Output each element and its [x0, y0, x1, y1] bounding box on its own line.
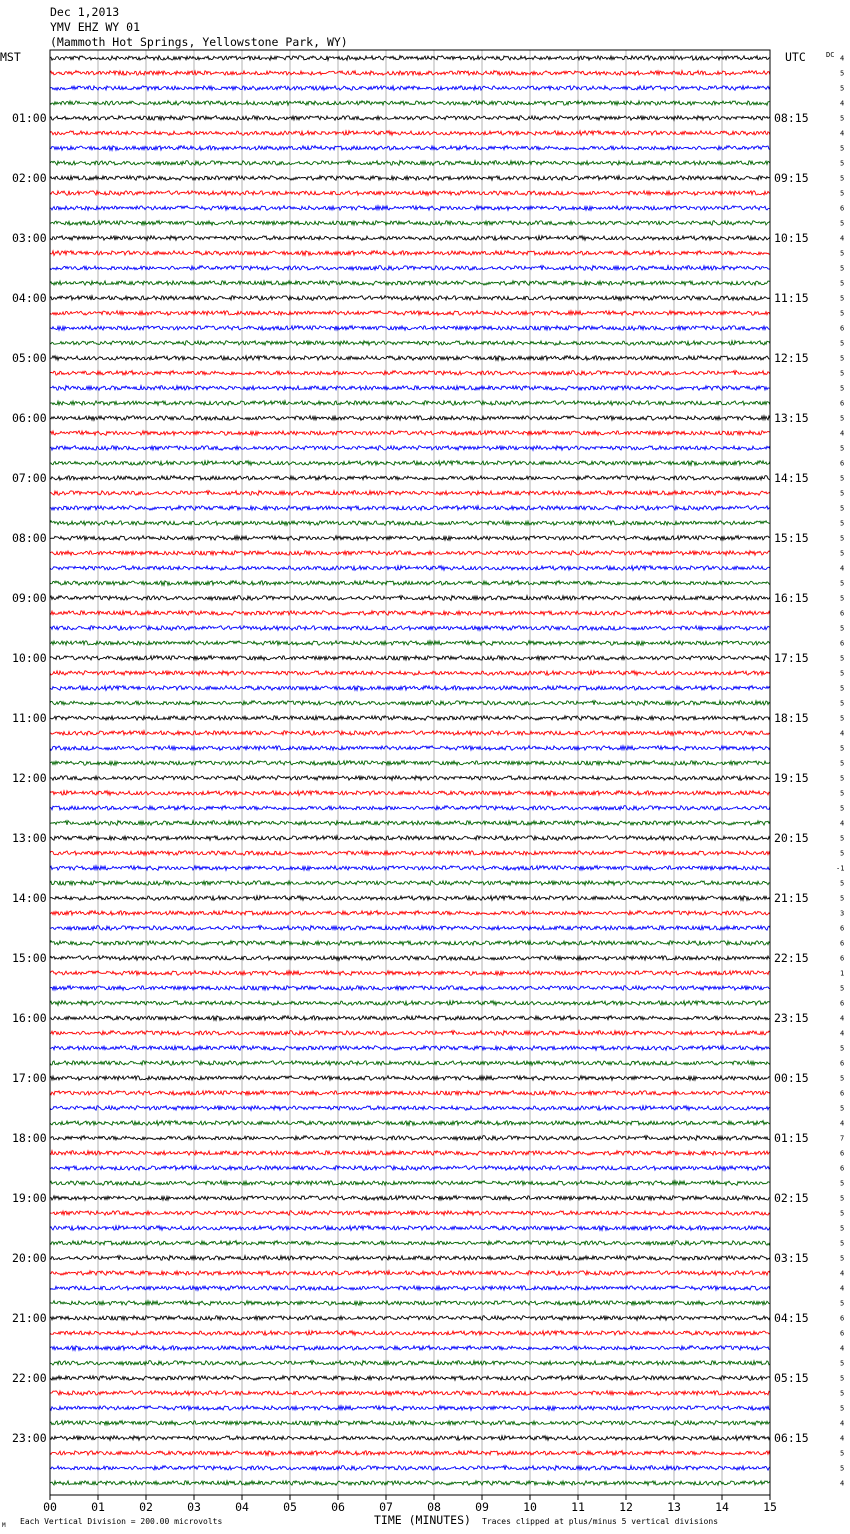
trace-row	[50, 311, 770, 316]
trace-row	[50, 551, 770, 556]
dc-offset-label: 5	[840, 369, 845, 378]
dc-offset-label: 6	[840, 1089, 845, 1098]
dc-offset-label: 5	[840, 759, 845, 768]
dc-offset-label: 5	[840, 1074, 845, 1083]
left-hour-label: 04:00	[12, 291, 47, 305]
trace-row	[50, 1016, 770, 1021]
left-hour-label: 22:00	[12, 1371, 47, 1385]
dc-offset-label: 5	[840, 339, 845, 348]
left-hour-label: 19:00	[12, 1191, 47, 1205]
left-hour-label: 11:00	[12, 711, 47, 725]
dc-offset-labels	[836, 55, 844, 1488]
right-hour-label: 10:15	[774, 231, 809, 245]
left-hour-label: 13:00	[12, 831, 47, 845]
right-hour-label: 02:15	[774, 1191, 809, 1205]
trace-row	[50, 71, 770, 76]
trace-row	[50, 1436, 770, 1441]
trace-row	[50, 446, 770, 451]
left-hour-label: 10:00	[12, 651, 47, 665]
left-hour-label: 14:00	[12, 891, 47, 905]
left-hour-label: 06:00	[12, 411, 47, 425]
trace-row	[50, 851, 770, 856]
dc-offset-label: 6	[840, 1149, 845, 1158]
dc-offset-label: 5	[840, 174, 845, 183]
trace-row	[50, 1211, 770, 1216]
left-hour-label: 18:00	[12, 1131, 47, 1145]
trace-row	[50, 131, 770, 136]
dc-offset-label: 5	[840, 264, 845, 273]
trace-row	[50, 431, 770, 436]
trace-row	[50, 1106, 770, 1111]
dc-offset-label: 6	[840, 924, 845, 933]
x-tick-label: 04	[235, 1500, 249, 1514]
dc-offset-label: 5	[840, 1104, 845, 1113]
dc-offset-label: 5	[840, 804, 845, 813]
dc-offset-label: 5	[840, 414, 845, 423]
dc-offset-label: 4	[840, 1344, 845, 1353]
right-hour-label: 16:15	[774, 591, 809, 605]
trace-row	[50, 1391, 770, 1396]
dc-offset-label: 4	[840, 1119, 845, 1128]
trace-row	[50, 1376, 770, 1381]
trace-row	[50, 1046, 770, 1051]
header-location: (Mammoth Hot Springs, Yellowstone Park, WY)	[50, 35, 348, 49]
dc-offset-label: 5	[840, 384, 845, 393]
left-hour-label: 07:00	[12, 471, 47, 485]
x-tick-label: 08	[427, 1500, 441, 1514]
x-tick-label: 02	[139, 1500, 153, 1514]
right-hour-label: 22:15	[774, 951, 809, 965]
trace-row	[50, 1166, 770, 1171]
trace-row	[50, 716, 770, 721]
right-hour-label: 00:15	[774, 1071, 809, 1085]
trace-row	[50, 866, 770, 871]
dc-offset-label: 4	[840, 1434, 845, 1443]
dc-offset-label: 5	[840, 1224, 845, 1233]
dc-offset-label: 5	[840, 1404, 845, 1413]
trace-row	[50, 1061, 770, 1066]
trace-row	[50, 1181, 770, 1186]
right-hour-label: 12:15	[774, 351, 809, 365]
trace-row	[50, 326, 770, 331]
trace-row	[50, 656, 770, 661]
dc-offset-label: 5	[840, 774, 845, 783]
dc-offset-label: 5	[840, 444, 845, 453]
trace-row	[50, 416, 770, 421]
trace-row	[50, 911, 770, 916]
dc-offset-label: 4	[840, 234, 845, 243]
right-hour-label: 15:15	[774, 531, 809, 545]
x-tick-label: 09	[475, 1500, 489, 1514]
trace-row	[50, 1001, 770, 1006]
trace-row	[50, 956, 770, 961]
dc-offset-label: 5	[840, 699, 845, 708]
dc-offset-label: 5	[840, 1374, 845, 1383]
dc-label: DC	[826, 51, 835, 59]
dc-offset-label: 5	[840, 279, 845, 288]
trace-row	[50, 761, 770, 766]
dc-offset-label: 5	[840, 549, 845, 558]
dc-offset-label: 5	[840, 1359, 845, 1368]
right-hour-label: 18:15	[774, 711, 809, 725]
dc-offset-label: 5	[840, 144, 845, 153]
left-hour-label: 12:00	[12, 771, 47, 785]
trace-row	[50, 116, 770, 121]
dc-offset-label: 4	[840, 429, 845, 438]
dc-offset-label: 5	[840, 594, 845, 603]
trace-row	[50, 986, 770, 991]
dc-offset-label: 4	[840, 1419, 845, 1428]
dc-offset-label: 6	[840, 639, 845, 648]
dc-offset-label: 4	[840, 564, 845, 573]
trace-row	[50, 491, 770, 496]
x-tick-label: 10	[523, 1500, 537, 1514]
dc-offset-label: 5	[840, 1239, 845, 1248]
x-tick-label: 13	[667, 1500, 681, 1514]
x-tick-label: 12	[619, 1500, 633, 1514]
corner-mark: M	[2, 1522, 6, 1529]
trace-row	[50, 386, 770, 391]
trace-row	[50, 521, 770, 526]
dc-offset-label: -1	[836, 864, 845, 873]
trace-row	[50, 191, 770, 196]
dc-offset-label: 5	[840, 114, 845, 123]
dc-offset-label: 5	[840, 579, 845, 588]
dc-offset-label: 5	[840, 354, 845, 363]
trace-row	[50, 896, 770, 901]
trace-row	[50, 1121, 770, 1126]
dc-offset-label: 5	[840, 1194, 845, 1203]
dc-offset-label: 5	[840, 534, 845, 543]
right-axis-title: UTC	[785, 50, 806, 64]
trace-row	[50, 1076, 770, 1081]
left-hour-label: 20:00	[12, 1251, 47, 1265]
dc-offset-label: 5	[840, 1449, 845, 1458]
dc-offset-label: 5	[840, 189, 845, 198]
dc-offset-label: 4	[840, 129, 845, 138]
header-date: Dec 1,2013	[50, 5, 120, 19]
trace-row	[50, 56, 770, 61]
dc-offset-label: 4	[840, 1479, 845, 1488]
header-station: YMV EHZ WY 01	[50, 20, 141, 34]
trace-row	[50, 371, 770, 376]
x-tick-label: 15	[763, 1500, 777, 1514]
trace-row	[50, 1421, 770, 1426]
trace-row	[50, 341, 770, 346]
trace-row	[50, 776, 770, 781]
dc-offset-label: 4	[840, 1014, 845, 1023]
right-hour-label: 13:15	[774, 411, 809, 425]
dc-offset-label: 4	[840, 819, 845, 828]
right-hour-label: 19:15	[774, 771, 809, 785]
trace-row	[50, 251, 770, 256]
dc-offset-label: 5	[840, 1179, 845, 1188]
trace-row	[50, 296, 770, 301]
trace-row	[50, 356, 770, 361]
right-hour-label: 09:15	[774, 171, 809, 185]
dc-offset-label: 6	[840, 954, 845, 963]
right-hour-label: 11:15	[774, 291, 809, 305]
left-hour-label: 21:00	[12, 1311, 47, 1325]
trace-row	[50, 1316, 770, 1321]
dc-offset-label: 5	[840, 249, 845, 258]
trace-row	[50, 971, 770, 976]
x-axis	[43, 1495, 777, 1514]
left-hour-label: 15:00	[12, 951, 47, 965]
trace-row	[50, 821, 770, 826]
dc-offset-label: 5	[840, 84, 845, 93]
left-hour-label: 23:00	[12, 1431, 47, 1445]
dc-offset-label: 6	[840, 1314, 845, 1323]
dc-offset-label: 5	[840, 294, 845, 303]
trace-row	[50, 611, 770, 616]
dc-offset-label: 5	[840, 159, 845, 168]
dc-offset-label: 5	[840, 654, 845, 663]
dc-offset-label: 5	[840, 1389, 845, 1398]
trace-row	[50, 1136, 770, 1141]
dc-offset-label: 5	[840, 219, 845, 228]
trace-row	[50, 461, 770, 466]
dc-offset-label: 6	[840, 1329, 845, 1338]
trace-row	[50, 1286, 770, 1291]
left-hour-label: 08:00	[12, 531, 47, 545]
trace-row	[50, 401, 770, 406]
trace-row	[50, 1196, 770, 1201]
dc-offset-label: 4	[840, 1284, 845, 1293]
dc-offset-label: 5	[840, 714, 845, 723]
dc-offset-label: 5	[840, 624, 845, 633]
trace-row	[50, 596, 770, 601]
x-tick-label: 01	[91, 1500, 105, 1514]
dc-offset-label: 5	[840, 834, 845, 843]
traces	[50, 56, 770, 1486]
dc-offset-label: 6	[840, 1059, 845, 1068]
trace-row	[50, 686, 770, 691]
trace-row	[50, 1346, 770, 1351]
trace-row	[50, 266, 770, 271]
dc-offset-label: 5	[840, 789, 845, 798]
trace-row	[50, 1031, 770, 1036]
trace-row	[50, 1091, 770, 1096]
dc-offset-label: 6	[840, 399, 845, 408]
right-hour-label: 06:15	[774, 1431, 809, 1445]
dc-offset-label: 1	[840, 969, 845, 978]
dc-offset-label: 5	[840, 1299, 845, 1308]
x-axis-title: TIME (MINUTES)	[374, 1513, 471, 1527]
dc-offset-label: 6	[840, 939, 845, 948]
right-hour-label: 04:15	[774, 1311, 809, 1325]
trace-row	[50, 836, 770, 841]
dc-offset-label: 4	[840, 1029, 845, 1038]
trace-row	[50, 146, 770, 151]
dc-offset-label: 5	[840, 504, 845, 513]
trace-row	[50, 281, 770, 286]
right-hour-label: 14:15	[774, 471, 809, 485]
dc-offset-label: 7	[840, 1134, 845, 1143]
dc-offset-label: 5	[840, 894, 845, 903]
trace-row	[50, 476, 770, 481]
trace-row	[50, 566, 770, 571]
dc-offset-label: 5	[840, 69, 845, 78]
trace-row	[50, 101, 770, 106]
trace-row	[50, 86, 770, 91]
left-hour-label: 17:00	[12, 1071, 47, 1085]
scale-note: Each Vertical Division = 200.00 microvolts	[20, 1517, 223, 1526]
trace-row	[50, 1226, 770, 1231]
clip-note: Traces clipped at plus/minus 5 vertical divisions	[482, 1517, 719, 1526]
trace-row	[50, 926, 770, 931]
right-hour-label: 03:15	[774, 1251, 809, 1265]
trace-row	[50, 581, 770, 586]
dc-offset-label: 3	[840, 909, 845, 918]
dc-offset-label: 5	[840, 684, 845, 693]
trace-row	[50, 1256, 770, 1261]
dc-offset-label: 5	[840, 669, 845, 678]
dc-offset-label: 5	[840, 1044, 845, 1053]
right-hour-label: 20:15	[774, 831, 809, 845]
trace-row	[50, 881, 770, 886]
dc-offset-label: 5	[840, 984, 845, 993]
trace-row	[50, 746, 770, 751]
left-hour-label: 05:00	[12, 351, 47, 365]
dc-offset-label: 4	[840, 54, 845, 63]
trace-row	[50, 1241, 770, 1246]
dc-offset-label: 6	[840, 609, 845, 618]
right-hour-label: 17:15	[774, 651, 809, 665]
x-tick-label: 05	[283, 1500, 297, 1514]
trace-row	[50, 1151, 770, 1156]
trace-row	[50, 731, 770, 736]
right-hour-label: 05:15	[774, 1371, 809, 1385]
dc-offset-label: 4	[840, 729, 845, 738]
trace-row	[50, 221, 770, 226]
trace-row	[50, 1481, 770, 1486]
trace-row	[50, 1331, 770, 1336]
left-hour-label: 09:00	[12, 591, 47, 605]
x-tick-label: 14	[715, 1500, 729, 1514]
right-hour-labels	[774, 111, 809, 1445]
dc-offset-label: 5	[840, 744, 845, 753]
dc-offset-label: 6	[840, 204, 845, 213]
dc-offset-label: 6	[840, 324, 845, 333]
right-hour-label: 08:15	[774, 111, 809, 125]
dc-offset-label: 5	[840, 849, 845, 858]
left-hour-labels	[12, 111, 47, 1445]
dc-offset-label: 6	[840, 999, 845, 1008]
dc-offset-label: 5	[840, 309, 845, 318]
dc-offset-label: 5	[840, 474, 845, 483]
dc-offset-label: 5	[840, 1209, 845, 1218]
trace-row	[50, 791, 770, 796]
left-hour-label: 16:00	[12, 1011, 47, 1025]
trace-row	[50, 701, 770, 706]
trace-row	[50, 1301, 770, 1306]
dc-offset-label: 5	[840, 1254, 845, 1263]
trace-row	[50, 1451, 770, 1456]
x-tick-label: 03	[187, 1500, 201, 1514]
left-hour-label: 02:00	[12, 171, 47, 185]
dc-offset-label: 5	[840, 1464, 845, 1473]
left-hour-label: 03:00	[12, 231, 47, 245]
left-axis-title: MST	[0, 50, 21, 64]
trace-row	[50, 236, 770, 241]
trace-row	[50, 1271, 770, 1276]
dc-offset-label: 4	[840, 99, 845, 108]
x-tick-label: 06	[331, 1500, 345, 1514]
left-hour-label: 01:00	[12, 111, 47, 125]
dc-offset-label: 6	[840, 1164, 845, 1173]
dc-offset-label: 6	[840, 459, 845, 468]
dc-offset-label: 5	[840, 489, 845, 498]
dc-offset-label: 4	[840, 1269, 845, 1278]
trace-row	[50, 1361, 770, 1366]
trace-row	[50, 806, 770, 811]
trace-row	[50, 1466, 770, 1471]
trace-row	[50, 1406, 770, 1411]
x-tick-label: 00	[43, 1500, 57, 1514]
x-tick-label: 11	[571, 1500, 585, 1514]
trace-row	[50, 641, 770, 646]
dc-offset-label: 5	[840, 879, 845, 888]
trace-row	[50, 176, 770, 181]
trace-row	[50, 206, 770, 211]
right-hour-label: 23:15	[774, 1011, 809, 1025]
trace-row	[50, 941, 770, 946]
right-hour-label: 01:15	[774, 1131, 809, 1145]
trace-row	[50, 671, 770, 676]
right-hour-label: 21:15	[774, 891, 809, 905]
trace-row	[50, 506, 770, 511]
trace-row	[50, 536, 770, 541]
dc-offset-label: 5	[840, 519, 845, 528]
trace-row	[50, 626, 770, 631]
x-tick-label: 07	[379, 1500, 393, 1514]
trace-row	[50, 161, 770, 166]
